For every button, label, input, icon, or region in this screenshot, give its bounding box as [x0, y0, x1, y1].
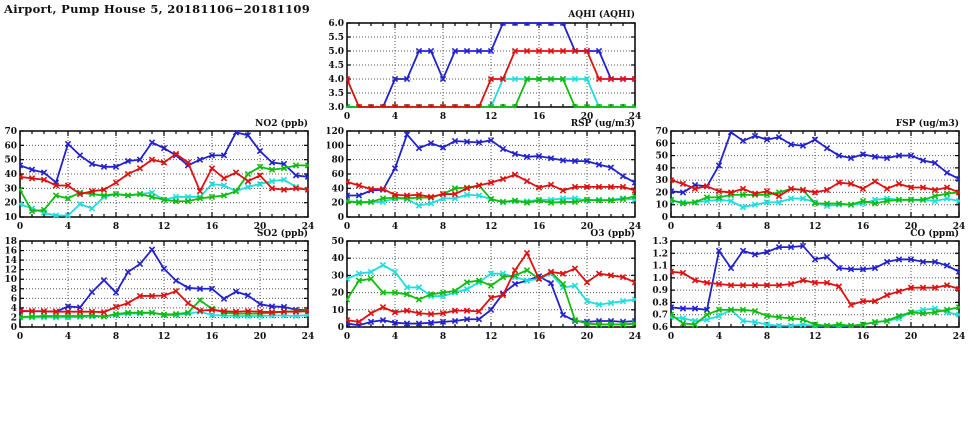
chart-canvas-o3 [327, 227, 643, 347]
chart-title-fsp: FSP (ug/m3) [895, 119, 959, 129]
chart-canvas-no2 [0, 117, 316, 237]
chart-fsp [651, 117, 967, 237]
chart-title-o3: O3 (ppb) [590, 229, 635, 239]
chart-aqhi [320, 8, 644, 128]
chart-canvas-aqhi [320, 8, 644, 128]
chart-rsp [327, 117, 643, 237]
page-title: Airport, Pump House 5, 20181106−20181109 [4, 2, 311, 16]
chart-title-so2: SO2 (ppb) [256, 229, 308, 239]
chart-title-aqhi: AQHI (AQHI) [568, 10, 635, 20]
chart-canvas-co [651, 227, 967, 347]
chart-canvas-rsp [327, 117, 643, 237]
chart-no2 [0, 117, 316, 237]
chart-o3 [327, 227, 643, 347]
chart-canvas-so2 [0, 227, 316, 347]
chart-title-no2: NO2 (ppb) [255, 119, 308, 129]
chart-title-rsp: RSP (ug/m3) [570, 119, 635, 129]
chart-so2 [0, 227, 316, 347]
chart-title-co: CO (ppm) [910, 229, 959, 239]
chart-canvas-fsp [651, 117, 967, 237]
chart-co [651, 227, 967, 347]
